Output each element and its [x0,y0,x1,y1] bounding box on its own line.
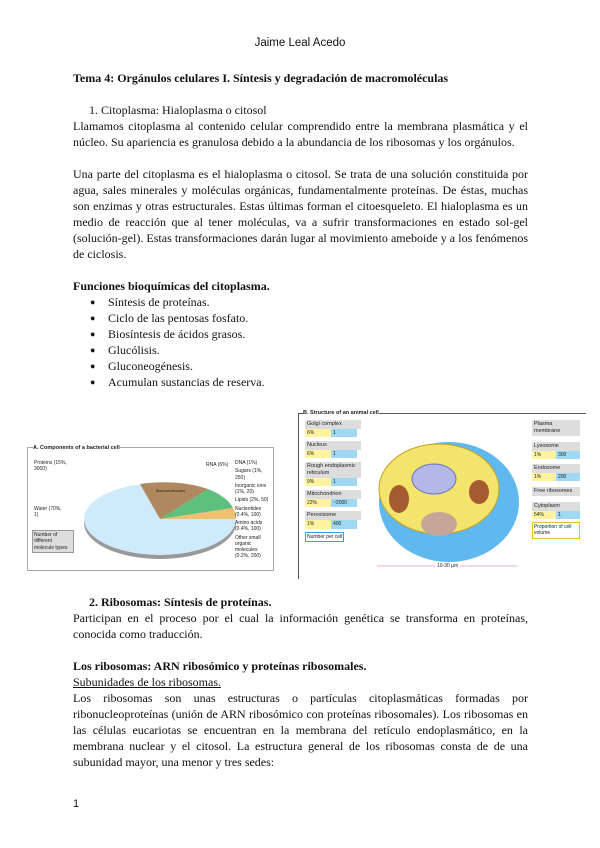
section1-paragraph2: Una parte del citoplasma es el hialoplasma o citosol. Se trata de una solución constituida por agua, sales minerales y moléculas orgánicas, fundamentalmente proteínas. De éstas, muchas son enzimas y otras estructurales. Estas últimas forman el citoesqueleto. El hialoplasma es un medio de reacción que al tener moléculas, va a sufrir transformaciones en estado sol-gel (solución-gel). Estas transformaciones darán lugar al movimiento ameboide y a los fenómenos de ciclosis. [73,167,528,261]
list-item: ● Síntesis de proteínas. [90,294,528,310]
golgi-pct: 6% [305,429,331,437]
label-peroxisome: Peroxisome [305,511,361,520]
mito-pct: 22% [305,499,331,507]
section2 [73,594,528,770]
section2-paragraph1: Participan en el proceso por el cual la información genética se transforma en proteínas, conocida como traducción. [73,611,528,641]
label-nucleus: Nucleus [305,441,361,450]
legend-box: Number of different molecule types [32,530,74,553]
figure-title: B. Structure of an animal cell [303,410,379,416]
label-aminoacids: Amino acids (0.4%, 100) [235,520,263,533]
figure-title: A. Components of a bacterial cell [33,445,120,451]
section1-paragraph1: Llamamos citoplasma al contenido celular comprendido entre la membrana plasmática y el núcleo. Su apariencia es granulosa debido a la abundancia de los ribosomas y los orgánulos. [73,119,528,149]
nucleus-pct: 6% [305,450,331,458]
label-rna: RNA (6%) [206,462,229,468]
ribosomes-subheading: Los ribosomas: ARN ribosómico y proteínas ribosomales. [73,659,367,673]
cytoplasm-num: 1 [556,511,580,519]
functions-list [73,294,528,390]
bacterial-cell-figure [27,447,274,571]
label-mitochondrion: Mitochondrion [305,490,361,499]
label-sugars: Sugars (1%, 250) [235,468,263,481]
small-molecule-labels [235,460,271,560]
label-ions: Inorganic ions (1%, 20) [235,482,267,495]
label-lysosome: Lysosome [532,442,580,451]
animal-cell-figure [298,410,586,579]
list-item: ● Gluconeogénesis. [90,358,528,374]
lysosome-pct: 1% [532,451,556,459]
mito-num: ~2000 [331,499,357,507]
legend-proportion: Proportion of cell volume [532,522,580,539]
endosome-pct: 1% [532,473,556,481]
page-number: 1 [73,798,80,810]
section2-paragraph2: Los ribosomas son unas estructuras o partículas citoplasmáticas formadas por ribonucleoproteínas (unión de ARN ribosómico con proteínas ribosomales). Los ribosomas en las células eucariotas se encuentran en la membrana del retículo endoplasmático, en la membrana nuclear y el citosol. La estructura general de los ribosomas consta de de una subunidad mayor, una menor y tres sedes: [73,691,528,769]
label-water: Water (70%, 1) [34,506,62,519]
section1-heading: 1. Citoplasma: Hialoplasma o citosol [89,103,267,117]
list-item: ● Ciclo de las pentosas fosfato. [90,310,528,326]
perox-pct: 1% [305,520,331,528]
nucleus-num: 1 [331,450,357,458]
label-endosome: Endosome [532,464,580,473]
cytoplasm-pct: 54% [532,511,556,519]
rer-num: 1 [331,478,357,486]
label-golgi: Golgi complex [305,420,361,429]
legend-number-per-cell: Number per cell [305,532,344,542]
lysosome-num: 300 [556,451,580,459]
functions-heading: Funciones bioquímicas del citoplasma. [73,279,270,293]
list-item: ● Acumulan sustancias de reserva. [90,374,528,390]
label-macro: Macromolecules [156,488,186,493]
section1 [73,70,528,390]
label-other: Other small organic molecules (0.2%, 200) [235,534,261,560]
rer-pct: 9% [305,478,331,486]
list-item: ● Biosíntesis de ácidos grasos. [90,326,528,342]
golgi-num: 1 [331,429,357,437]
label-proteins: Proteins (15%, 3000) [34,460,67,473]
label-cytoplasm: Cytoplasm [532,502,580,511]
section2-heading: 2. Ribosomas: Síntesis de proteínas. [89,595,272,609]
document-title: Tema 4: Orgánulos celulares I. Síntesis y degradación de macromoléculas [73,71,449,85]
perox-num: 400 [331,520,357,528]
page-header: Jaime Leal Acedo [254,37,346,49]
label-plasma-membrane: Plasma membrane [532,420,580,436]
subunits-heading: Subunidades de los ribosomas. [73,675,221,689]
label-rer: Rough endoplasmic reticulum [305,462,361,478]
endosome-num: 200 [556,473,580,481]
label-lipids: Lipids (2%, 50) [235,497,269,504]
label-nucleotides: Nucleotides (0.4%, 100) [235,505,262,518]
list-item: ● Glucólisis. [90,342,528,358]
label-dna: DNA (1%) [235,460,258,466]
scale-label: 10-30 µm [437,563,459,569]
label-free-ribosomes: Free ribosomes [532,487,580,496]
